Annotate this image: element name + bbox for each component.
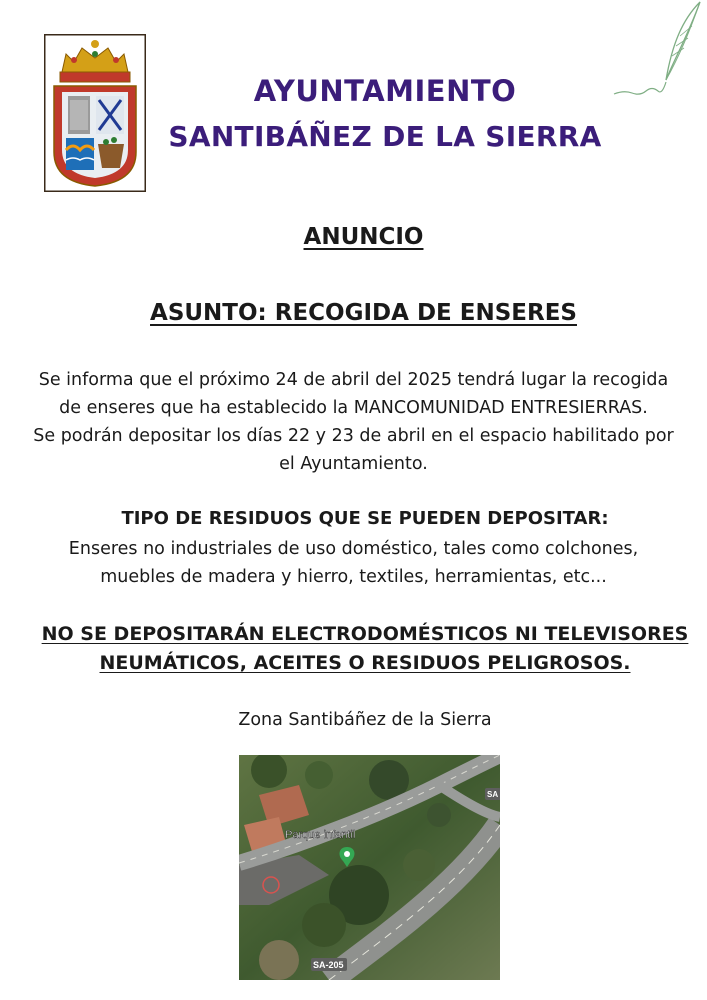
waste-types-line: muebles de madera y hierro, textiles, herramientas, etc... bbox=[100, 567, 607, 587]
waste-types-title: TIPO DE RESIDUOS QUE SE PUEDEN DEPOSITAR: bbox=[121, 508, 609, 529]
announcement-heading: ANUNCIO bbox=[303, 224, 424, 250]
park-label: Parque infantil bbox=[285, 829, 356, 841]
waste-types-body bbox=[0, 535, 707, 591]
warning-notice bbox=[0, 620, 707, 678]
info-paragraph bbox=[0, 366, 707, 478]
road-label: SA-205 bbox=[313, 960, 344, 970]
header-title: AYUNTAMIENTO bbox=[253, 74, 517, 108]
header-subtitle: SANTIBÁÑEZ DE LA SIERRA bbox=[168, 120, 602, 153]
warning-line: NO SE DEPOSITARÁN ELECTRODOMÉSTICOS NI TELEVISORES bbox=[41, 623, 689, 645]
road-label-short: SA bbox=[487, 790, 499, 799]
info-line: Se podrán depositar los días 22 y 23 de abril en el espacio habilitado por bbox=[33, 426, 674, 446]
waste-types-line: Enseres no industriales de uso doméstico, tales como colchones, bbox=[68, 539, 639, 559]
satellite-map bbox=[239, 755, 500, 980]
zone-caption: Zona Santibáñez de la Sierra bbox=[238, 710, 492, 730]
warning-line: NEUMÁTICOS, ACEITES O RESIDUOS PELIGROSOS. bbox=[99, 652, 631, 674]
subject-heading: ASUNTO: RECOGIDA DE ENSERES bbox=[150, 300, 577, 326]
page-header bbox=[130, 68, 640, 160]
info-line: de enseres que ha establecido la MANCOMUNIDAD ENTRESIERRAS. bbox=[59, 398, 648, 418]
info-line: el Ayuntamiento. bbox=[279, 454, 428, 474]
info-line: Se informa que el próximo 24 de abril del 2025 tendrá lugar la recogida bbox=[38, 370, 669, 390]
